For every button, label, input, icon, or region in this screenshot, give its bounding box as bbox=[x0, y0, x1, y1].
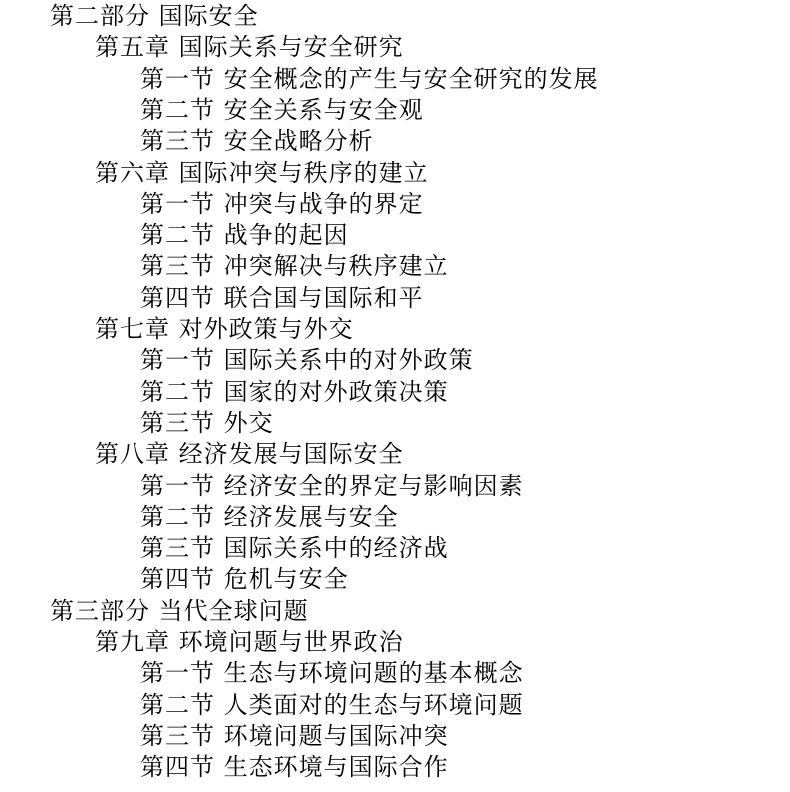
toc-section-line: 第三节 环境问题与国际冲突 bbox=[140, 721, 449, 750]
toc-section-line: 第四节 联合国与国际和平 bbox=[140, 283, 424, 312]
toc-section-line: 第三节 国际关系中的经济战 bbox=[140, 534, 449, 563]
toc-part-line: 第二部分 国际安全 bbox=[50, 2, 259, 30]
toc-section-line: 第二节 安全关系与安全观 bbox=[140, 95, 424, 124]
toc-chapter-line: 第九章 环境问题与世界政治 bbox=[95, 628, 404, 656]
toc-section-line: 第二节 经济发展与安全 bbox=[140, 502, 399, 531]
toc-chapter-line: 第六章 国际冲突与秩序的建立 bbox=[95, 158, 429, 187]
toc-section-line: 第一节 生态与环境问题的基本概念 bbox=[140, 659, 524, 688]
toc-section-line: 第二节 战争的起因 bbox=[140, 221, 349, 250]
toc-section-line: 第四节 生态环境与国际合作 bbox=[140, 753, 449, 782]
toc-section-line: 第四节 危机与安全 bbox=[140, 565, 349, 594]
toc-chapter-line: 第五章 国际关系与安全研究 bbox=[95, 33, 404, 62]
toc-chapter-line: 第七章 对外政策与外交 bbox=[95, 315, 354, 343]
toc-section-line: 第一节 冲突与战争的界定 bbox=[140, 189, 424, 218]
toc-section-line: 第一节 国际关系中的对外政策 bbox=[140, 346, 474, 375]
toc-part-line: 第三部分 当代全球问题 bbox=[50, 596, 309, 625]
toc-section-line: 第三节 冲突解决与秩序建立 bbox=[140, 252, 449, 281]
toc-section-line: 第二节 国家的对外政策决策 bbox=[140, 377, 449, 406]
toc-section-line: 第二节 人类面对的生态与环境问题 bbox=[140, 690, 524, 719]
toc-section-line: 第一节 经济安全的界定与影响因素 bbox=[140, 471, 524, 500]
toc-section-line: 第三节 外交 bbox=[140, 408, 274, 437]
toc-section-line: 第一节 安全概念的产生与安全研究的发展 bbox=[140, 64, 599, 93]
toc-section-line: 第三节 安全战略分析 bbox=[140, 127, 374, 156]
toc-chapter-line: 第八章 经济发展与国际安全 bbox=[95, 440, 404, 469]
